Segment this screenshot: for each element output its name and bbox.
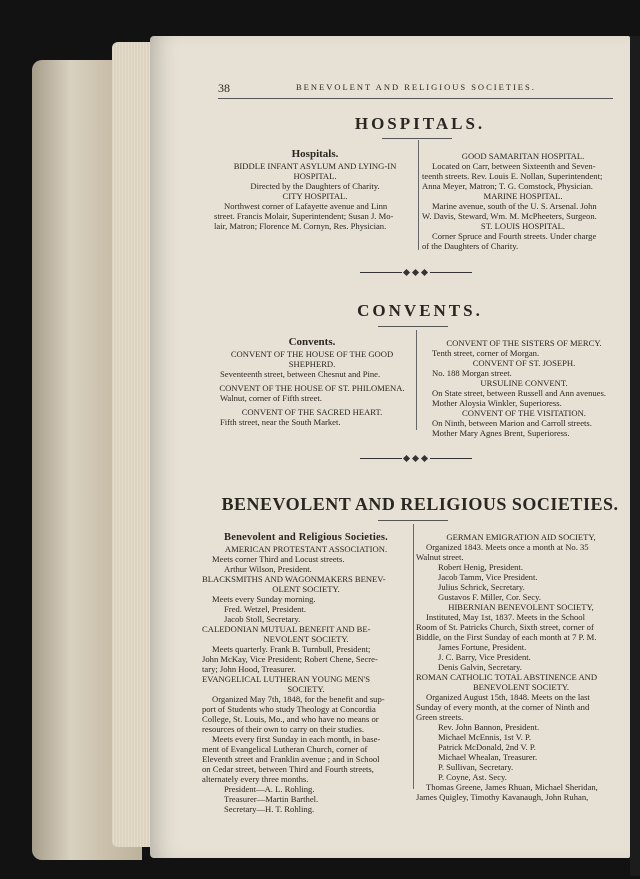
text-line: Meets quarterly. Frank B. Turnbull, President; (212, 644, 371, 654)
text-line: Room of St. Patricks Church, Sixth street, corner of (416, 622, 594, 632)
text-line: Gustavos F. Miller, Cor. Secy. (438, 592, 541, 602)
text-line: resources of their own to carry on their studies. (202, 724, 365, 734)
text-line: Treasurer—Martin Barthel. (224, 794, 319, 804)
text-line: GOOD SAMARITAN HOSPITAL. (461, 151, 585, 161)
text-line: J. C. Barry, Vice President. (438, 652, 531, 662)
text-line: Northwest corner of Lafayette avenue and Linn (224, 201, 388, 211)
text-line: ment of Evangelical Lutheran Church, corner of (202, 744, 368, 754)
text-line: P. Sullivan, Secretary. (438, 762, 514, 772)
text-line: on Cedar street, between Third and Fourth streets, (202, 764, 374, 774)
text-line: HIBERNIAN BENEVOLENT SOCIETY, (448, 602, 594, 612)
text-line: ST. LOUIS HOSPITAL. (480, 221, 566, 231)
text-line: P. Coyne, Ast. Secy. (438, 772, 507, 782)
text-line: CONVENT OF THE HOUSE OF THE GOOD (230, 349, 394, 359)
text-line: Organized 1843. Meets once a month at No. 35 (426, 542, 589, 552)
column-subheading: Benevolent and Religious Societies. (224, 532, 388, 543)
hospitals-right-column (422, 151, 624, 251)
text-line: Anna Meyer, Matron; T. G. Comstock, Physician. (422, 181, 593, 191)
text-line: Thomas Greene, James Rhuan, Michael Sheridan, (426, 782, 598, 792)
text-line: CONVENT OF THE SISTERS OF MERCY. (446, 338, 602, 348)
text-line: Jacob Stoll, Secretary. (224, 614, 301, 624)
societies-right-column (416, 532, 626, 802)
text-line: Julius Schrick, Secretary. (438, 582, 525, 592)
text-line: James Fortune, President. (438, 642, 527, 652)
convents-right-column (422, 338, 626, 438)
text-line: Seventeenth street, between Chesnut and Pine. (220, 369, 381, 379)
text-line: CONVENT OF THE HOUSE OF ST. PHILOMENA. (219, 383, 405, 393)
text-line: Eleventh street and Franklin avenue ; and in School (202, 754, 380, 764)
text-line: ROMAN CATHOLIC TOTAL ABSTINENCE AND (416, 672, 598, 682)
text-line: Marine avenue, south of the U. S. Arsenal. John (432, 201, 597, 211)
hospitals-left-column (214, 148, 416, 231)
running-head (218, 82, 613, 99)
convents-left-column (210, 336, 414, 427)
binding-right-edge (630, 36, 640, 876)
text-line: Biddle, on the First Sunday of each month at 7 P. M. (416, 632, 597, 642)
text-line: OLENT SOCIETY. (272, 584, 340, 594)
convents-title: CONVENTS. (357, 301, 483, 320)
running-head-title: BENEVOLENT AND RELIGIOUS SOCIETIES. (296, 82, 536, 92)
text-line: John McKay, Vice President; Robert Chene, Secre- (202, 654, 378, 664)
text-line: Meets every first Sunday in each month, in base- (212, 734, 381, 744)
text-line: Walnut, corner of Fifth street. (220, 393, 322, 403)
text-line: Tenth street, corner of Morgan. (432, 348, 540, 358)
text-line: Located on Carr, between Sixteenth and Seven- (432, 161, 596, 171)
text-line: Meets corner Third and Locust streets. (212, 554, 345, 564)
text-line: BIDDLE INFANT ASYLUM AND LYING-IN (233, 161, 397, 171)
column-subheading: Hospitals. (291, 148, 339, 160)
text-line: port of Students who study Theology at Concordia (202, 704, 376, 714)
text-line: No. 188 Morgan street. (432, 368, 512, 378)
text-line: BLACKSMITHS AND WAGONMAKERS BENEV- (202, 574, 386, 584)
text-line: On State street, between Russell and Ann avenues. (432, 388, 606, 398)
text-line: teenth streets. Rev. Louis E. Nollan, Superintendent; (422, 171, 603, 181)
text-line: Mother Mary Agnes Brent, Superioress. (432, 428, 570, 438)
text-line: SHEPHERD. (288, 359, 336, 369)
text-line: Arthur Wilson, President. (224, 564, 312, 574)
text-line: street. Francis Molair, Superintendent; Susan J. Mo- (214, 211, 394, 221)
text-line: of the Daughters of Charity. (422, 241, 519, 251)
section-ornament (360, 454, 472, 464)
text-line: Rev. John Bannon, President. (438, 722, 540, 732)
hospitals-column-divider (418, 140, 419, 250)
text-line: Sunday of every month, at the corner of Ninth and (416, 702, 590, 712)
text-line: Secretary—H. T. Rohling. (224, 804, 315, 814)
text-line: HOSPITAL. (293, 171, 337, 181)
text-line: Directed by the Daughters of Charity. (250, 181, 380, 191)
text-line: Patrick McDonald, 2nd V. P. (438, 742, 536, 752)
convents-column-divider (416, 330, 417, 430)
text-line: alternately every three months. (202, 774, 309, 784)
page-number: 38 (218, 81, 230, 95)
text-line: College, St. Louis, Mo., and who have no means or (202, 714, 379, 724)
text-line: Michael McEnnis, 1st V. P. (438, 732, 532, 742)
text-line: MARINE HOSPITAL. (483, 191, 563, 201)
text-line: GERMAN EMIGRATION AID SOCIETY, (446, 532, 596, 542)
hospitals-title: HOSPITALS. (354, 114, 486, 133)
text-line: Jacob Tamm, Vice President. (438, 572, 538, 582)
text-line: Michael Whealan, Treasurer. (438, 752, 538, 762)
text-line: CALEDONIAN MUTUAL BENEFIT AND BE- (202, 624, 371, 634)
text-line: Robert Henig, President. (438, 562, 523, 572)
text-line: Organized May 7th, 1848, for the benefit and sup- (212, 694, 385, 704)
societies-title: BENEVOLENT AND RELIGIOUS SOCIETIES. (221, 494, 619, 514)
section-ornament (360, 268, 472, 278)
text-line: Instituted, May 1st, 1837. Meets in the School (426, 612, 585, 622)
text-line: CITY HOSPITAL. (282, 191, 348, 201)
convents-title-rule (378, 326, 448, 327)
text-line: URSULINE CONVENT. (480, 378, 568, 388)
text-line: Fred. Wetzel, President. (224, 604, 306, 614)
text-line: Organized August 15th, 1848. Meets on the last (426, 692, 590, 702)
societies-left-column (202, 531, 410, 814)
text-line: Walnut street. (416, 552, 464, 562)
text-line: President—A. L. Rohling. (224, 784, 315, 794)
text-line: CONVENT OF ST. JOSEPH. (472, 358, 576, 368)
text-line: lair, Matron; Florence M. Cornyn, Res. Physician. (214, 221, 387, 231)
text-line: Green streets. (416, 712, 464, 722)
text-line: tary; John Hood, Treasurer. (202, 664, 296, 674)
hospitals-title-rule (382, 138, 452, 139)
book-page (150, 36, 630, 858)
text-line: Meets every Sunday morning. (212, 594, 316, 604)
text-line: Denis Galvin, Secretary. (438, 662, 522, 672)
text-line: W. Davis, Steward, Wm. M. McPheeters, Surgeon. (422, 211, 597, 221)
text-line: On Ninth, between Marion and Carroll streets. (432, 418, 592, 428)
text-line: Mother Aloysia Winkler, Superioress. (432, 398, 562, 408)
text-line: James Quigley, Timothy Kavanaugh, John Ruhan, (416, 792, 589, 802)
text-line: SOCIETY. (287, 684, 325, 694)
column-subheading: Convents. (288, 336, 336, 348)
text-line: CONVENT OF THE SACRED HEART. (241, 407, 383, 417)
text-line: Fifth street, near the South Market. (220, 417, 341, 427)
text-line: CONVENT OF THE VISITATION. (462, 408, 586, 418)
text-line: NEVOLENT SOCIETY. (263, 634, 349, 644)
text-line: EVANGELICAL LUTHERAN YOUNG MEN'S (202, 674, 371, 684)
societies-column-divider (413, 524, 414, 789)
text-line: AMERICAN PROTESTANT ASSOCIATION. (224, 544, 388, 554)
text-line: BENEVOLENT SOCIETY. (472, 682, 570, 692)
societies-title-rule (378, 520, 448, 521)
text-line: Corner Spruce and Fourth streets. Under charge (432, 231, 597, 241)
